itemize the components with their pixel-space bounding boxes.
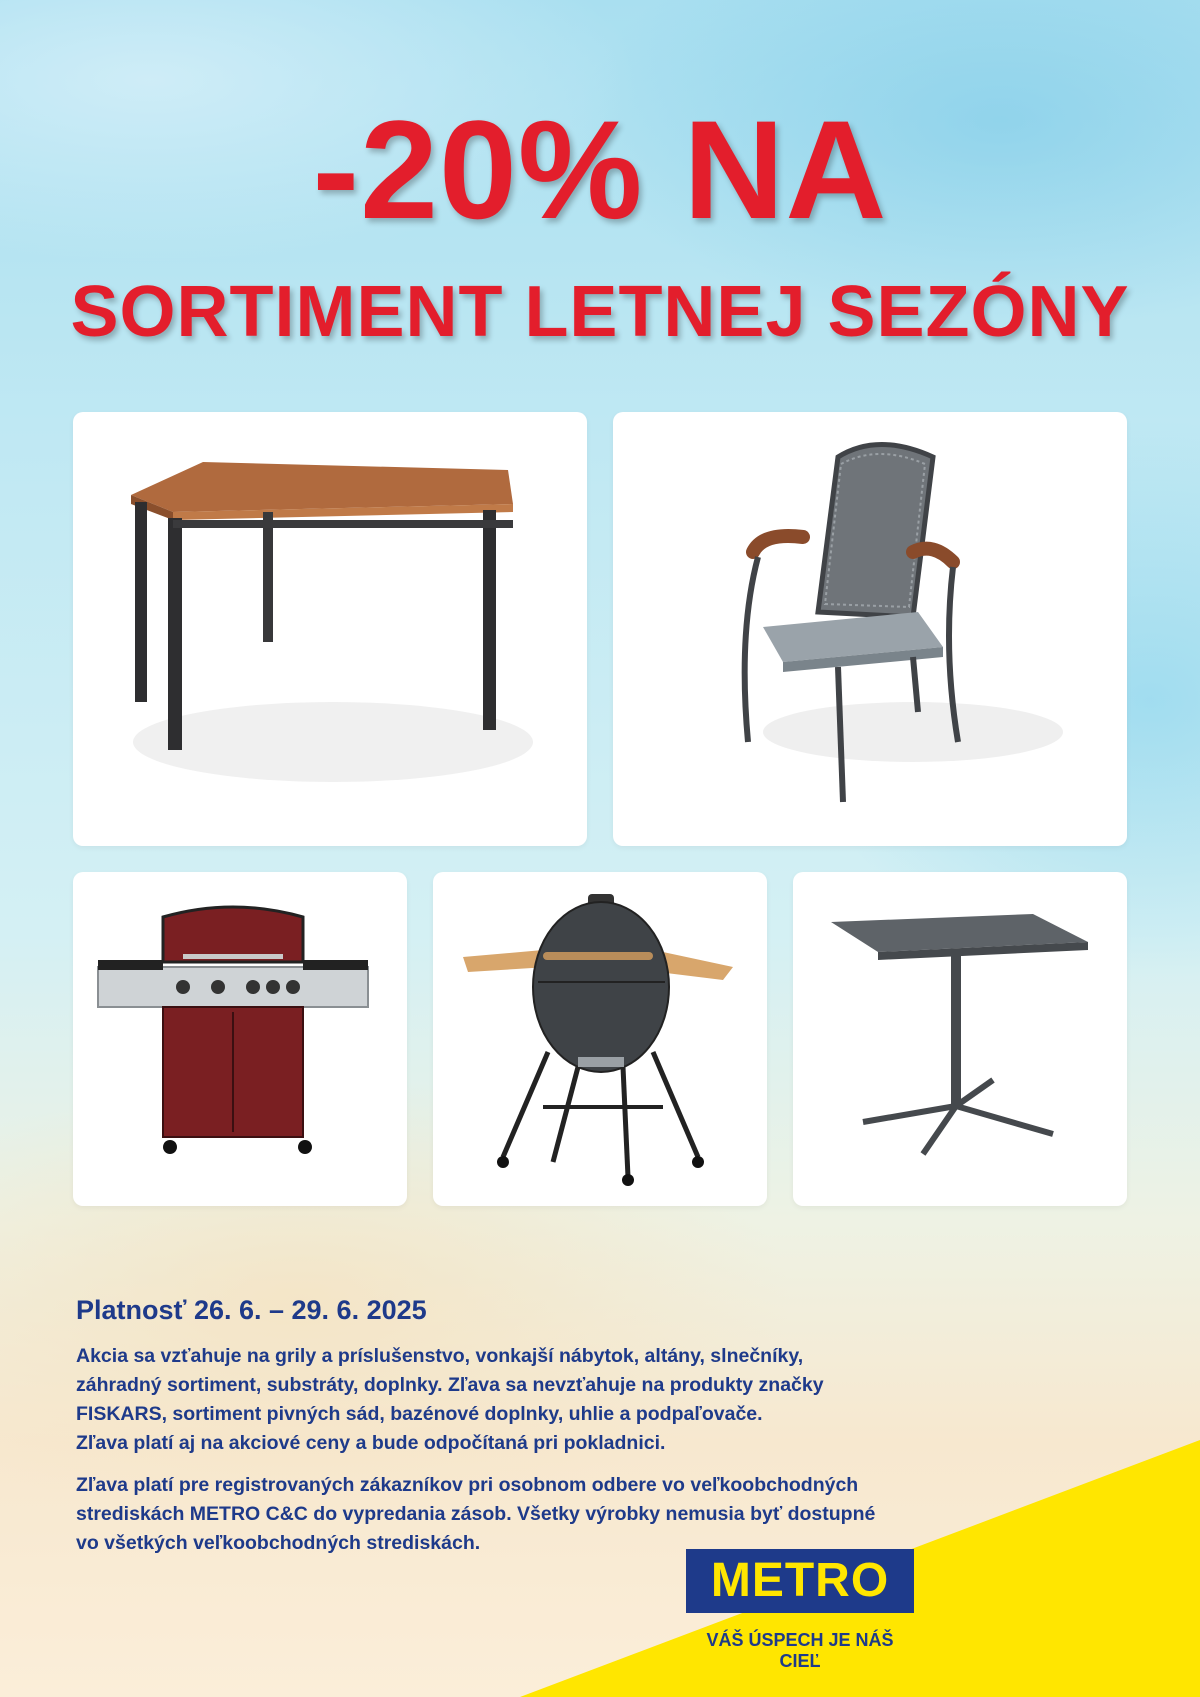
product-card-gas-grill [73, 872, 407, 1206]
validity-period: Platnosť 26. 6. – 29. 6. 2025 [76, 1295, 427, 1325]
garden-chair-icon [613, 412, 1127, 846]
eligibility-note [76, 1471, 976, 1558]
promo-conditions-line: záhradný sortiment, substráty, doplnky. Zľava sa nevzťahuje na produkty značky [76, 1374, 824, 1396]
product-card-bistro-table [793, 872, 1127, 1206]
gas-grill-icon [73, 872, 407, 1206]
bistro-table-icon [793, 872, 1127, 1206]
brand-slogan: VÁŠ ÚSPECH JE NÁŠ CIEĽ [706, 1630, 894, 1671]
metro-logo [686, 1549, 914, 1613]
eligibility-note-line: Zľava platí pre registrovaných zákazníkov pri osobnom odbere vo veľkoobchodných [76, 1474, 859, 1496]
season-headline: SORTIMENT LETNEJ SEZÓNY [70, 272, 1130, 352]
kamado-grill-icon [433, 872, 767, 1206]
promo-conditions-line: FISKARS, sortiment pivných sád, bazénové doplnky, uhlie a podpaľovače. [76, 1403, 763, 1425]
product-card-garden-table [73, 412, 587, 846]
product-card-garden-chair [613, 412, 1127, 846]
promo-conditions [76, 1342, 976, 1458]
eligibility-note-line: vo všetkých veľkoobchodných strediskách. [76, 1532, 481, 1554]
discount-headline: -20% NA [312, 91, 888, 248]
garden-table-icon [73, 412, 587, 846]
product-card-kamado-grill [433, 872, 767, 1206]
eligibility-note-line: strediskách METRO C&C do vypredania zásob. Všetky výrobky nemusia byť dostupné [76, 1503, 876, 1525]
promo-conditions-line: Akcia sa vzťahuje na grily a príslušenstvo, vonkajší nábytok, altány, slnečníky, [76, 1345, 804, 1367]
metro-logo-text: METRO [710, 1554, 890, 1607]
promo-conditions-line: Zľava platí aj na akciové ceny a bude odpočítaná pri pokladnici. [76, 1432, 666, 1454]
